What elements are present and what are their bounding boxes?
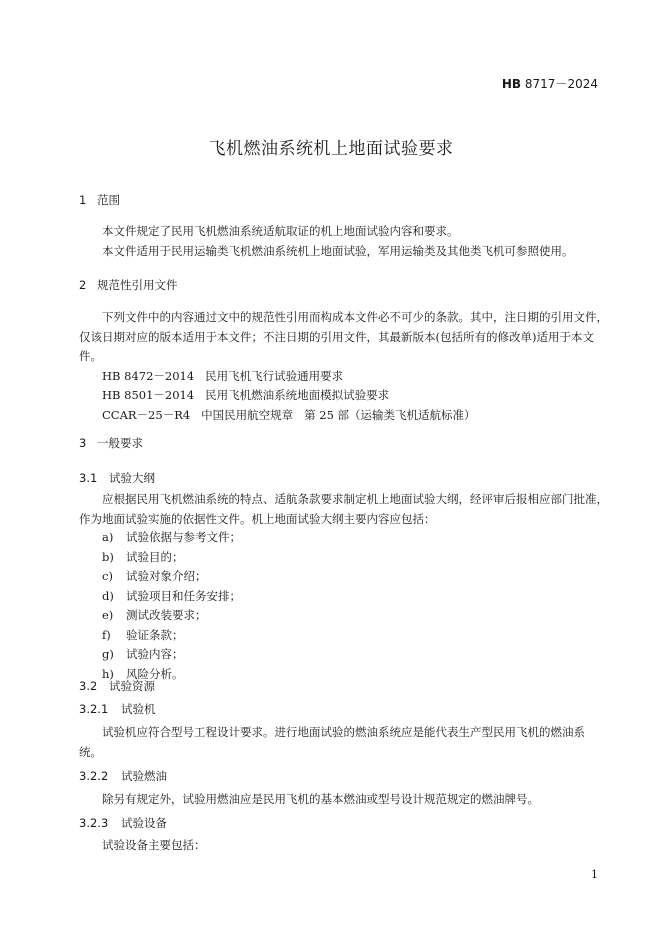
list-item (102, 645, 241, 665)
list-label: d) (102, 588, 114, 603)
paragraph-line: 作为地面试验实施的依据性文件。机上地面试验大纲主要内容应包括： (79, 511, 436, 526)
section-3-2-heading (79, 678, 155, 694)
list-label: f) (102, 627, 111, 642)
section-2-heading (79, 277, 178, 293)
section-title: 一般要求 (97, 436, 143, 450)
list-text: 试验项目和任务安排； (126, 588, 241, 603)
paragraph: 试验设备主要包括： (102, 838, 206, 852)
section-number: 3.1 (79, 471, 98, 485)
reference-item: CCAR－25－R4 中国民用航空规章 第 25 部（运输类飞机适航标准） (102, 407, 476, 422)
section-1-heading (79, 192, 120, 208)
page-number: 1 (591, 868, 598, 881)
list-item (102, 528, 241, 548)
list-text: 试验目的； (126, 549, 184, 564)
document-title: 飞机燃油系统机上地面试验要求 (208, 139, 454, 159)
section-title: 试验机 (121, 702, 156, 716)
paragraph-line: 试验机应符合型号工程设计要求。进行地面试验的燃油系统应是能代表生产型民用飞机的燃油系 (102, 725, 585, 739)
section-3-2-3-body (79, 836, 598, 856)
section-number: 3.2.1 (79, 702, 109, 716)
list-item (102, 626, 241, 646)
section-number: 3.2 (79, 679, 98, 693)
section-title: 规范性引用文件 (97, 278, 178, 292)
outline-content-list (102, 528, 241, 684)
section-3-2-1-heading (79, 701, 156, 717)
list-label: e) (102, 608, 114, 622)
list-item (102, 606, 241, 626)
section-title: 试验设备 (121, 816, 167, 830)
reference-item: HB 8472－2014 民用飞机飞行试验通用要求 (102, 368, 344, 383)
paragraph-line: 统。 (79, 744, 102, 759)
section-3-2-2-body (79, 790, 598, 810)
list-text: 风险分析。 (126, 666, 184, 681)
list-label: g) (102, 647, 114, 661)
standard-code: 8717－2024 (524, 77, 598, 91)
paragraph-line: 仅该日期对应的版本适用于本文件；不注日期的引用文件，其最新版本(包括所有的修改单)适用于本文 (79, 329, 594, 344)
section-title: 范围 (97, 193, 120, 207)
list-label: c) (102, 569, 113, 583)
section-number: 3.2.3 (79, 816, 109, 830)
section-3-1-body (79, 490, 608, 529)
paragraph-line: 件。 (79, 349, 102, 363)
list-label: h) (102, 666, 114, 681)
section-number: 2 (79, 278, 87, 292)
standard-number (502, 75, 598, 92)
list-text: 验证条款； (126, 627, 184, 642)
section-title: 试验大纲 (109, 471, 155, 485)
reference-item: HB 8501－2014 民用飞机燃油系统地面模拟试验要求 (102, 388, 390, 402)
paragraph: 除另有规定外，试验用燃油应是民用飞机的基本燃油或型号设计规范规定的燃油牌号。 (102, 792, 539, 806)
paragraph-line: 应根据民用飞机燃油系统的特点、适航条款要求制定机上地面试验大纲，经评审后报相应部门批准， (102, 492, 608, 506)
section-1-body (79, 222, 598, 261)
section-number: 3.2.2 (79, 769, 109, 783)
section-number: 3 (79, 436, 87, 450)
list-label: b) (102, 549, 114, 564)
section-3-1-heading (79, 470, 155, 486)
list-item (102, 567, 241, 587)
section-2-body (79, 308, 608, 425)
list-text: 试验对象介绍； (126, 569, 207, 583)
section-3-heading (79, 435, 143, 451)
section-title: 试验燃油 (121, 769, 167, 783)
list-item (102, 548, 241, 568)
section-3-2-1-body (79, 723, 598, 762)
section-3-2-3-heading (79, 815, 167, 831)
paragraph: 本文件规定了民用飞机燃油系统适航取证的机上地面试验内容和要求。 (102, 224, 459, 238)
list-item (102, 587, 241, 607)
section-3-2-2-heading (79, 768, 167, 784)
list-text: 试验依据与参考文件； (126, 530, 241, 544)
list-text: 试验内容； (126, 647, 184, 661)
paragraph: 本文件适用于民用运输类飞机燃油系统机上地面试验，军用运输类及其他类飞机可参照使用。 (102, 243, 574, 258)
standard-prefix: HB (501, 77, 522, 91)
paragraph-line: 下列文件中的内容通过文中的规范性引用而构成本文件必不可少的条款。其中，注日期的引用文件， (102, 310, 608, 324)
section-title: 试验资源 (109, 679, 155, 693)
section-number: 1 (79, 193, 87, 207)
list-text: 测试改装要求； (126, 608, 207, 622)
list-label: a) (102, 530, 114, 544)
